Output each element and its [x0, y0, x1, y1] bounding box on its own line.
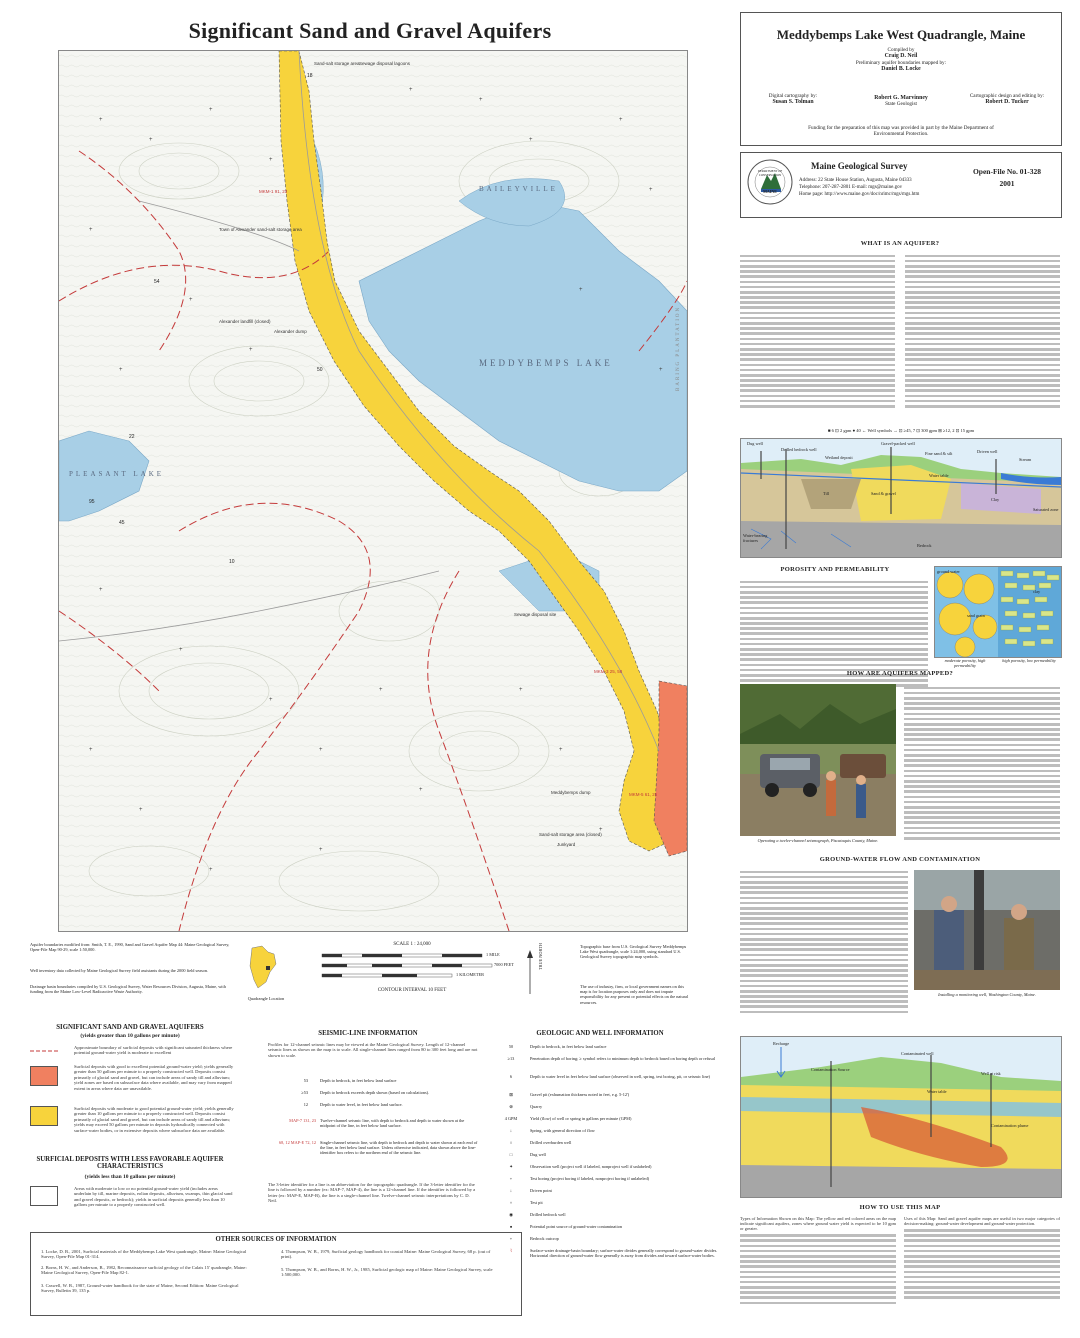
scale-km: 1 KILOMETER: [456, 972, 485, 977]
geologic-symbol: ≥13: [507, 1056, 515, 1061]
legend-less-yield: Areas with moderate to low or no potential ground-water yield (includes areas underlain by till, marine deposits, eolian deposits, alluvium, swamps, thin glacial sand and gravel deposits, or bedrock); yields in surficial deposits generally less than 10 gallons per minute to a properly constructed well.: [74, 1186, 233, 1208]
seismic-label: MKM-5 61, 25: [629, 792, 658, 797]
geologic-text: Quarry: [530, 1104, 543, 1109]
map-source-note: Aquifer boundaries modified from: Smith, T. E., 1990, Sand and Gravel Aquifer Map 44: Maine Geological Survey, Open-File Map 90-29, scale 1:50,000.: [30, 942, 230, 953]
seismic-note: The 3-letter identifier for a line is an abbreviation for the topographic quadrangle. If the 3-letter identifier for the line is followed by a number (ex: MAP-7, MAP-4), the line is a 12-channel line. If the identifier is followed by a letter (ex: MAP-E, MAP-B), the line is a single-channel line. Twelve-channel seismic interpretations by C. D. Neil.: [268, 1182, 476, 1204]
well-number: 18: [307, 73, 313, 79]
label-fractures: Water-bearing fractures: [743, 533, 768, 544]
photo-caption-monitoring: Installing a monitoring well, Washington County, Maine.: [938, 992, 1036, 997]
reference-item: 4. Thompson, W. B., 1979, Surficial geology handbook for coastal Maine: Maine Geological Survey, 68 p. (out of print).: [281, 1249, 491, 1260]
reference-item: 1. Locke, D. B., 2001, Surficial materials of the Meddybemps Lake West quadrangle, Maine: Maine Geological Survey, Open-File Map 01-314.: [41, 1249, 247, 1260]
geologic-items: [500, 1044, 726, 1270]
geologic-text: Drilled overburden well: [530, 1140, 572, 1145]
geologic-symbol: 4 GPM: [504, 1116, 518, 1121]
svg-text:+: +: [89, 747, 93, 753]
geologic-symbol: □: [509, 1152, 513, 1157]
state-geologist: Robert G. Marvinney: [874, 95, 928, 101]
legend-less-subtitle: (yields less than 10 gallons per minute): [84, 1174, 176, 1180]
label-clay-porosity: clay: [1033, 589, 1041, 594]
reference-item: 5. Thompson, W. B., and Borns, H. W., Jr., 1985, Surficial geologic map of Maine: Maine Geological Survey, scale 1:500,000.: [281, 1267, 493, 1278]
svg-text:+: +: [89, 227, 93, 233]
svg-text:+: +: [319, 747, 323, 753]
geologic-text: Surface-water drainage-basin boundary; surface-water divides generally correspond to ground-water divides. Horizontal direction of ground-water flow generally is away from divides and toward surface-water bodies.: [530, 1248, 718, 1259]
label-saturated: Saturated zone: [1033, 507, 1059, 512]
lake-name: MEDDYBEMPS LAKE: [479, 358, 613, 368]
label-sand-salt-closed: Sand-salt storage area (closed): [539, 832, 602, 837]
svg-text:+: +: [319, 847, 323, 853]
true-north-label: TRUE NORTH: [538, 943, 543, 970]
geologic-text: Gravel pit (exhumation thickness noted in feet, e.g. 5-12'): [530, 1092, 630, 1097]
svg-text:+: +: [579, 287, 583, 293]
label-alexander-landfill: Alexander landfill (closed): [219, 319, 271, 324]
svg-text:+: +: [189, 297, 193, 303]
label-water-table: Water table: [929, 473, 949, 478]
svg-text:+: +: [529, 137, 533, 143]
well-number: 10: [229, 559, 235, 565]
well-number: 95: [89, 499, 95, 505]
town-name: BAILEYVILLE: [479, 185, 558, 193]
seismic-intro: Profiles for 12-channel seismic lines may be viewed at the Maine Geological Survey. Length of 12-channel seismic lines as shown on the map is to scale. All single-channel lines ranged from 80 to 300 feet long and are not shown to scale.: [268, 1042, 478, 1058]
well-number: 54: [154, 279, 160, 285]
geologic-symbol: 50: [508, 1044, 514, 1049]
prelim-mapper: Daniel B. Locke: [881, 65, 921, 72]
seismic-text: Depth to bedrock exceeds depth shown (based on calculations).: [320, 1090, 430, 1095]
section-how-to-use: HOW TO USE THIS MAP: [859, 1204, 941, 1211]
label-sand-gravel: Sand & gravel: [871, 491, 896, 496]
svg-text:+: +: [419, 787, 423, 793]
label-well-at-risk: Well at risk: [981, 1071, 1001, 1076]
quadrangle-title: Meddybemps Lake West Quadrangle, Maine: [776, 27, 1026, 42]
svg-text:+: +: [269, 697, 273, 703]
legend-moderate-yield: Surficial deposits with moderate to good potential ground-water yield; yields generally greater than 10 gallons per minute to a properly constructed well. Deposits consist primarily of glacial sand and gravel, but can include areas of sandy till and alluvium; yields may exceed 50 gallons per minute in deposits hydraulically connected with surface-water bodies, or in extensive deposits where subsurface data are available.: [74, 1106, 234, 1133]
text-column: [904, 684, 1060, 842]
aquifer-diagram: [740, 438, 1062, 558]
label-sand-grain: sand grain: [967, 613, 985, 618]
maine-locator-icon: [242, 944, 282, 992]
how-to-use-right-lead: Uses of this Map: Sand and gravel aquifer maps are useful in two major categories of decision-making: ground-water development and ground-water protection.: [904, 1216, 1060, 1227]
text-column: [740, 252, 895, 410]
seal-bottom-text: MAINE: [763, 189, 777, 194]
swatch-less-yield: [30, 1186, 58, 1206]
svg-text:+: +: [659, 367, 663, 373]
funding-note: Funding for the preparation of this map was provided in part by the Maine Department of Environmental Protection.: [808, 125, 994, 138]
seismic-symbol: ≥53: [301, 1090, 308, 1095]
swatch-moderate-yield: [30, 1106, 58, 1126]
label-sewage-site: Sewage disposal site: [514, 612, 557, 617]
aquifer-map[interactable]: [58, 50, 688, 932]
seismic-label: MKM-1 91, 23: [259, 189, 288, 194]
section-how-mapped: HOW ARE AQUIFERS MAPPED?: [846, 670, 954, 677]
label-meddybemps-dump: Meddybemps dump: [551, 790, 591, 795]
geologic-text: Bedrock outcrop: [530, 1236, 559, 1241]
prelim-label: Preliminary aquifer boundaries mapped by:: [855, 59, 947, 66]
svg-text:+: +: [209, 107, 213, 113]
references-box: [30, 1232, 522, 1316]
references-title: OTHER SOURCES OF INFORMATION: [215, 1236, 337, 1243]
seismic-symbol: 68, 12 MAP-E 72, 12: [278, 1140, 316, 1145]
geologic-symbol: ○: [509, 1140, 513, 1145]
map-source-note: Drainage basin boundaries compiled by U.S. Geological Survey, Water Resources Division, Augusta, Maine, with funding from the Maine Low-Level Radioactive Waste Authority.: [30, 984, 226, 995]
contour-interval: CONTOUR INTERVAL 10 FEET: [377, 988, 447, 993]
label-water-table-2: Water table: [927, 1089, 947, 1094]
label-clay: Clay: [991, 497, 1000, 502]
contamination-diagram: [740, 1036, 1062, 1198]
label-town-storage: Town of Alexander sand-salt storage area: [219, 227, 302, 232]
geologic-symbol: ⊠: [509, 1092, 513, 1097]
label-junkyard: Junkyard: [557, 842, 576, 847]
svg-text:+: +: [379, 687, 383, 693]
seismic-symbol: 12: [303, 1102, 308, 1107]
digital-cartographer: Susan S. Tolman: [772, 99, 814, 106]
svg-text:+: +: [149, 137, 153, 143]
mgs-telephone: Telephone: 207-287-2801 E-mail: mgs@maine.gov: [799, 185, 903, 190]
seismic-text: Twelve-channel seismic line, with depth to bedrock and depth to water shown at the midpoint of the line, in feet below land surface.: [320, 1118, 465, 1129]
geologic-text: Dug well: [530, 1152, 546, 1157]
compiled-by-label: Compiled by: [887, 47, 915, 53]
geologic-text: Depth to water level in feet below land surface (observed in well, spring, test boring, pit, or seismic line): [530, 1074, 710, 1079]
geologic-symbol: ×: [509, 1200, 513, 1205]
label-drilled-well: Drilled bedrock well: [781, 447, 817, 452]
scale-mile: 1 MILE: [486, 952, 500, 957]
text-column: [740, 1216, 896, 1307]
porosity-diagram: [934, 566, 1062, 658]
geologic-text: Driven point: [530, 1188, 552, 1193]
lake-name: PLEASANT LAKE: [69, 470, 165, 478]
label-fine-sand: Fine sand & silt: [925, 451, 953, 456]
legend-approx-boundary: Approximate boundary of surficial deposits with significant saturated thickness where potential ground-water yield is moderate to excellent: [74, 1045, 233, 1056]
label-recharge: Recharge: [773, 1041, 790, 1046]
caption-high-porosity: high porosity, low permeability: [1002, 658, 1056, 663]
maine-seal-icon: [747, 159, 793, 205]
geologic-text: Test pit: [530, 1200, 543, 1205]
svg-text:+: +: [99, 587, 103, 593]
geologic-symbol: ●: [509, 1224, 513, 1229]
text-column: [740, 868, 908, 1016]
scale-bar: [312, 952, 512, 984]
svg-text:+: +: [179, 647, 183, 653]
topo-note: Topographic base from U.S. Geological Survey Meddybemps Lake West quadrangle, scale 1:24,000, using standard U.S. Geological Survey topographic map symbols.: [580, 944, 687, 960]
geologic-text: Potential point source of ground-water contamination: [530, 1224, 623, 1229]
label-ground-water: ground water: [937, 569, 960, 574]
well-symbol-legend: ■ 6 ⊡ 2 gpm ● 40 ← Well symbols → ⊡ ≥45, 7 ⊡ 300 gpm ⊞ ≥12, 2 ⊡ 15 gpm: [827, 428, 975, 433]
svg-text:+: +: [269, 157, 273, 163]
svg-text:+: +: [649, 187, 653, 193]
svg-text:+: +: [119, 367, 123, 373]
open-file-year: 2001: [999, 179, 1015, 188]
how-to-use-left-lead: Types of Information Shown on this Map: The yellow and red colored areas on the map indicate significant aquifers, zones where ground water yield is expected to be 10 gpm or greater.: [740, 1216, 896, 1232]
dashed-boundary-icon: [30, 1048, 58, 1054]
well-number: 45: [119, 520, 125, 526]
north-arrow-icon: [524, 950, 536, 994]
geologic-symbol: 6: [509, 1074, 513, 1079]
monitoring-well-photo: [914, 870, 1060, 990]
label-till: Till: [823, 491, 830, 496]
geologic-symbol: ⌇: [509, 1248, 513, 1253]
geologic-title: GEOLOGIC AND WELL INFORMATION: [536, 1030, 664, 1037]
svg-text:+: +: [209, 867, 213, 873]
seismic-text: Single-channel seismic line, with depth to bedrock and depth to water shown at each end of the line, in feet below land surface. Unless otherwise indicated, data shown above the line-identifier box refers to the northern end of the seismic line.: [320, 1140, 478, 1156]
text-column: [904, 1216, 1060, 1302]
geologic-symbol: ✦: [509, 1164, 513, 1169]
open-file-number: Open-File No. 01-328: [972, 167, 1042, 176]
seismic-items: [268, 1078, 478, 1178]
scale-label: SCALE 1 : 24,000: [393, 942, 431, 947]
compiled-by: Craig D. Neil: [884, 53, 918, 60]
label-stream: Stream: [1019, 457, 1032, 462]
well-number: 50: [317, 367, 323, 373]
map-canvas: [59, 51, 687, 931]
state-geologist-title: State Geologist: [885, 101, 917, 108]
svg-text:+: +: [559, 747, 563, 753]
label-contamination-source: Contamination Source: [811, 1067, 850, 1072]
carto-label: Cartographic design and editing by:: [969, 93, 1045, 99]
geologic-symbol: ◉: [509, 1212, 513, 1217]
map-title: Significant Sand and Gravel Aquifers: [188, 18, 552, 43]
legend-less-title: SURFICIAL DEPOSITS WITH LESS FAVORABLE AQUIFER CHARACTERISTICS: [36, 1156, 224, 1170]
title-block: [740, 12, 1062, 146]
use-note: The use of industry, firm, or local government names on this map is for location purposes only and does not impute responsibility for any present or potential effects on the natural resources.: [580, 984, 689, 1005]
label-bedrock: Bedrock: [917, 543, 932, 548]
geologic-text: Depth to bedrock, in feet below land surface: [530, 1044, 607, 1049]
geologic-symbol: ⊗: [509, 1104, 513, 1109]
caption-moderate-porosity: moderate porosity, high permeability: [944, 658, 986, 669]
seismic-symbol: MAP-7 131, 23: [289, 1118, 316, 1123]
mgs-homepage[interactable]: Home page: http://www.maine.gov/doc/nrimc/mgs/mgs.htm: [799, 192, 920, 197]
quad-location-label: Quadrangle Location: [247, 996, 285, 1001]
mgs-box: [740, 152, 1062, 218]
geologic-text: Spring, with general direction of flow: [530, 1128, 595, 1133]
label-sewage-lagoons: Sewage disposal lagoons: [359, 61, 411, 66]
svg-text:+: +: [479, 97, 483, 103]
svg-text:+: +: [519, 687, 523, 693]
reference-item: 3. Caswell, W. B., 1987, Ground-water handbook for the state of Maine, Second Edition: Maine Geological Survey, Bulletin 39, 135 p.: [41, 1283, 239, 1294]
section-what-is-aquifer: WHAT IS AN AQUIFER?: [860, 240, 940, 247]
geologic-text: Drilled bedrock well: [530, 1212, 566, 1217]
svg-text:+: +: [409, 87, 413, 93]
legend-title: SIGNIFICANT SAND AND GRAVEL AQUIFERS: [56, 1024, 204, 1031]
seismic-text: Depth to water level, in feet below land surface.: [320, 1102, 403, 1107]
geologic-symbol: ↓: [509, 1128, 513, 1133]
legend-good-yield: Surficial deposits with good to excellent potential ground-water yield; yields generally greater than 50 gallons per minute to a properly constructed well. Deposits consist primarily of glacial sand and gravel, but can include areas of sandy till and alluvium; yield zones are based on subsurface data where available, and may vary from mapped extent in areas where data are unavailable.: [74, 1064, 234, 1091]
label-sand-salt-storage: Sand-salt storage area: [314, 61, 360, 66]
label-alexander-dump: Alexander dump: [274, 329, 307, 334]
label-contaminated-well: Contaminated well: [901, 1051, 934, 1056]
seismograph-photo: [740, 684, 896, 836]
swatch-good-yield: [30, 1066, 58, 1086]
seismic-symbol: 53: [303, 1078, 308, 1083]
seismic-label: MKM-3 25, 58: [594, 669, 623, 674]
geologic-text: Yield (flow) of well or spring in gallons per minute (GPM): [530, 1116, 632, 1121]
svg-text:+: +: [619, 117, 623, 123]
svg-text:+: +: [599, 827, 603, 833]
digital-label: Digital cartography by:: [768, 93, 818, 99]
mgs-address: Address: 22 State House Station, Augusta, Maine 04333: [799, 178, 912, 183]
svg-text:+: +: [249, 347, 253, 353]
label-driven-well: Driven well: [977, 449, 998, 454]
well-number: 22: [129, 434, 135, 440]
svg-text:+: +: [139, 807, 143, 813]
geologic-text: Observation well (project well if labeled, nonproject well if unlabeled): [530, 1164, 652, 1169]
section-porosity: POROSITY AND PERMEABILITY: [780, 566, 890, 573]
geologic-text: Penetration depth of boring; ≥ symbol refers to minimum depth to bedrock based on boring depth or refusal: [530, 1056, 716, 1061]
text-column: [905, 252, 1060, 410]
mgs-name: Maine Geological Survey: [811, 161, 908, 171]
carto-editor: Robert D. Tucker: [985, 99, 1029, 106]
reference-item: 2. Borns, H. W., and Anderson, B., 1982, Reconnaissance surficial geology of the Calais 15' quadrangle, Maine: Maine Geological Survey, Open-File Map 82-1.: [41, 1265, 247, 1276]
scale-feet: 7000 FEET: [494, 962, 514, 967]
label-wetland: Wetland deposit: [825, 455, 853, 460]
label-gravel-packed: Gravel-packed well: [881, 441, 915, 446]
svg-text:+: +: [99, 117, 103, 123]
legend-subtitle: (yields greater than 10 gallons per minute): [80, 1033, 180, 1039]
section-groundwater: GROUND-WATER FLOW AND CONTAMINATION: [819, 856, 981, 863]
geologic-text: Test boring (project boring if labeled, nonproject boring if unlabeled): [530, 1176, 650, 1181]
map-source-note: Well inventory data collected by Maine Geological Survey field assistants during the 2000 field season.: [30, 968, 209, 973]
label-dug-well: Dug well: [747, 441, 763, 446]
geologic-symbol: ↓: [509, 1188, 513, 1193]
photo-caption-seismograph: Operating a twelve-channel seismograph, Piscataquis County, Maine.: [757, 838, 879, 843]
seismic-title: SEISMIC-LINE INFORMATION: [318, 1030, 418, 1037]
geologic-symbol: +: [509, 1176, 513, 1181]
seismic-text: Depth to bedrock, in feet below land surface: [320, 1078, 397, 1083]
label-plume: Contamination plume: [991, 1123, 1029, 1128]
seal-top-text: DEPARTMENT OF CONSERVATION: [757, 169, 783, 177]
geologic-symbol: +: [509, 1236, 513, 1241]
township-name: BARING PLANTATION: [676, 305, 681, 391]
